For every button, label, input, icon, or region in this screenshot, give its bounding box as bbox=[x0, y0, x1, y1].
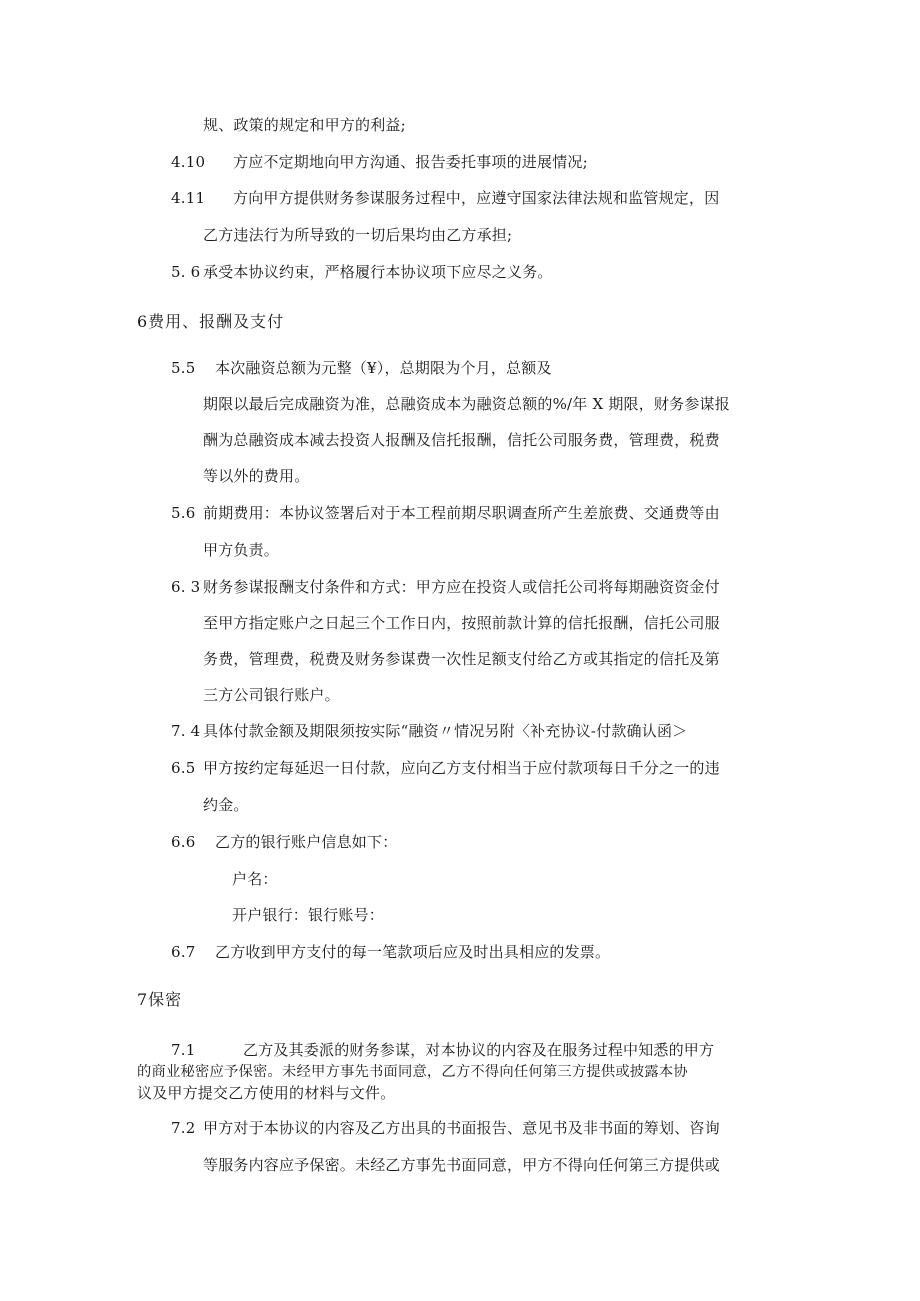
clause-text: 财务参谋报酬支付条件和方式：甲方应在投资人或信托公司将每期融资资金付 bbox=[203, 578, 720, 596]
clause-6-3-line-4 bbox=[203, 685, 340, 705]
clause-number: 5. 6 bbox=[171, 263, 201, 281]
clause-4-11-continuation bbox=[203, 225, 512, 245]
clause-number: 6.7 bbox=[171, 943, 196, 961]
clause-text: 等服务内容应予保密。未经乙方事先书面同意，甲方不得向任何第三方提供或 bbox=[203, 1156, 720, 1174]
heading-text: 6费用、报酬及支付 bbox=[137, 312, 285, 331]
clause-5-6-line-2 bbox=[203, 540, 279, 560]
clause-number: 7.1 bbox=[171, 1041, 196, 1059]
clause-text: 乙方及其委派的财务参谋，对本协议的内容及在服务过程中知悉的甲方 bbox=[243, 1041, 715, 1059]
clause-number: 4.10 bbox=[171, 153, 206, 171]
clause-6-5 bbox=[171, 758, 720, 778]
field-label: 开户银行：银行账号： bbox=[232, 906, 385, 924]
clause-text: 乙方违法行为所导致的一切后果均由乙方承担; bbox=[203, 226, 513, 244]
clause-7-1-line-3 bbox=[137, 1083, 395, 1103]
account-name-field bbox=[232, 869, 278, 889]
clause-5-5-line-3 bbox=[203, 430, 720, 450]
clause-number: 6. 3 bbox=[171, 578, 201, 596]
clause-6-3-line-2 bbox=[203, 613, 720, 633]
clause-number: 7. 4 bbox=[171, 722, 201, 740]
clause-text: 乙方的银行账户信息如下： bbox=[215, 833, 398, 851]
clause-6-5-line-2 bbox=[203, 795, 249, 815]
section-6-heading bbox=[137, 312, 284, 332]
clause-text: 承受本协议约束，严格履行本协议项下应尽之义务。 bbox=[203, 263, 553, 281]
clause-text: 议及甲方提交乙方使用的材料与文件。 bbox=[137, 1084, 396, 1102]
clause-text: 方应不定期地向甲方沟通、报告委托事项的进展情况; bbox=[233, 153, 588, 171]
clause-4-9-continuation bbox=[203, 115, 406, 135]
section-7-heading bbox=[137, 990, 182, 1010]
clause-5-5-line-4 bbox=[203, 466, 309, 486]
clause-4-11 bbox=[171, 188, 719, 208]
clause-7-2 bbox=[171, 1118, 720, 1138]
heading-text: 7保密 bbox=[137, 990, 183, 1009]
clause-text: 酬为总融资成本减去投资人报酬及信托报酬，信托公司服务费，管理费，税费 bbox=[203, 431, 720, 449]
clause-6-3-line-3 bbox=[203, 649, 720, 669]
clause-text: 本次融资总额为元整（¥），总期限为个月，总额及 bbox=[215, 359, 552, 377]
clause-number: 6.5 bbox=[171, 759, 196, 777]
bank-account-field bbox=[232, 905, 384, 925]
clause-text: 甲方按约定每延迟一日付款，应向乙方支付相当于应付款项每日千分之一的违 bbox=[203, 759, 720, 777]
clause-text: 至甲方指定账户之日起三个工作日内，按照前款计算的信托报酬，信托公司服 bbox=[203, 614, 720, 632]
clause-text: 乙方收到甲方支付的每一笔款项后应及时出具相应的发票。 bbox=[215, 943, 611, 961]
clause-text: 规、政策的规定和甲方的利益; bbox=[203, 116, 406, 134]
clause-6-7 bbox=[171, 942, 610, 962]
field-label: 户名： bbox=[232, 870, 278, 888]
clause-6-3 bbox=[171, 577, 720, 597]
clause-7-1 bbox=[171, 1040, 714, 1060]
clause-number: 5.6 bbox=[171, 504, 196, 522]
clause-text: 甲方负责。 bbox=[203, 541, 280, 559]
clause-7-2-line-2 bbox=[203, 1155, 720, 1175]
clause-text: 三方公司银行账户。 bbox=[203, 686, 340, 704]
clause-text: 的商业秘密应予保密。未经甲方事先书面同意，乙方不得向任何第三方提供或披露本协 bbox=[137, 1064, 688, 1080]
clause-6-6 bbox=[171, 832, 397, 852]
clause-text: 期限以最后完成融资为准，总融资成本为融资总额的%/年 X 期限，财务参谋报 bbox=[203, 395, 730, 413]
clause-text: 方向甲方提供财务参谋服务过程中，应遵守国家法律法规和监管规定，因 bbox=[233, 189, 720, 207]
clause-text: 甲方对于本协议的内容及乙方出具的书面报告、意见书及非书面的筹划、咨询 bbox=[203, 1119, 720, 1137]
clause-5-5-line-2 bbox=[203, 394, 730, 414]
clause-5-6 bbox=[171, 262, 553, 282]
clause-number: 7.2 bbox=[171, 1119, 196, 1137]
clause-4-10 bbox=[171, 152, 588, 172]
clause-text: 务费，管理费，税费及财务参谋费一次性足额支付给乙方或其指定的信托及第 bbox=[203, 650, 720, 668]
clause-text: 等以外的费用。 bbox=[203, 467, 310, 485]
clause-text: 具体付款金额及期限须按实际“融资〃情况另附〈补充协议-付款确认函＞ bbox=[203, 722, 688, 740]
clause-number: 4.11 bbox=[171, 189, 206, 207]
clause-text: 前期费用：本协议签署后对于本工程前期尽职调查所产生差旅费、交通费等由 bbox=[203, 504, 720, 522]
clause-text: 约金。 bbox=[203, 796, 249, 814]
clause-number: 6.6 bbox=[171, 833, 196, 851]
clause-7-1-line-2 bbox=[137, 1062, 688, 1082]
clause-7-4 bbox=[171, 721, 687, 741]
clause-number: 5.5 bbox=[171, 359, 196, 377]
clause-5-6-fees bbox=[171, 503, 720, 523]
clause-5-5 bbox=[171, 358, 552, 378]
